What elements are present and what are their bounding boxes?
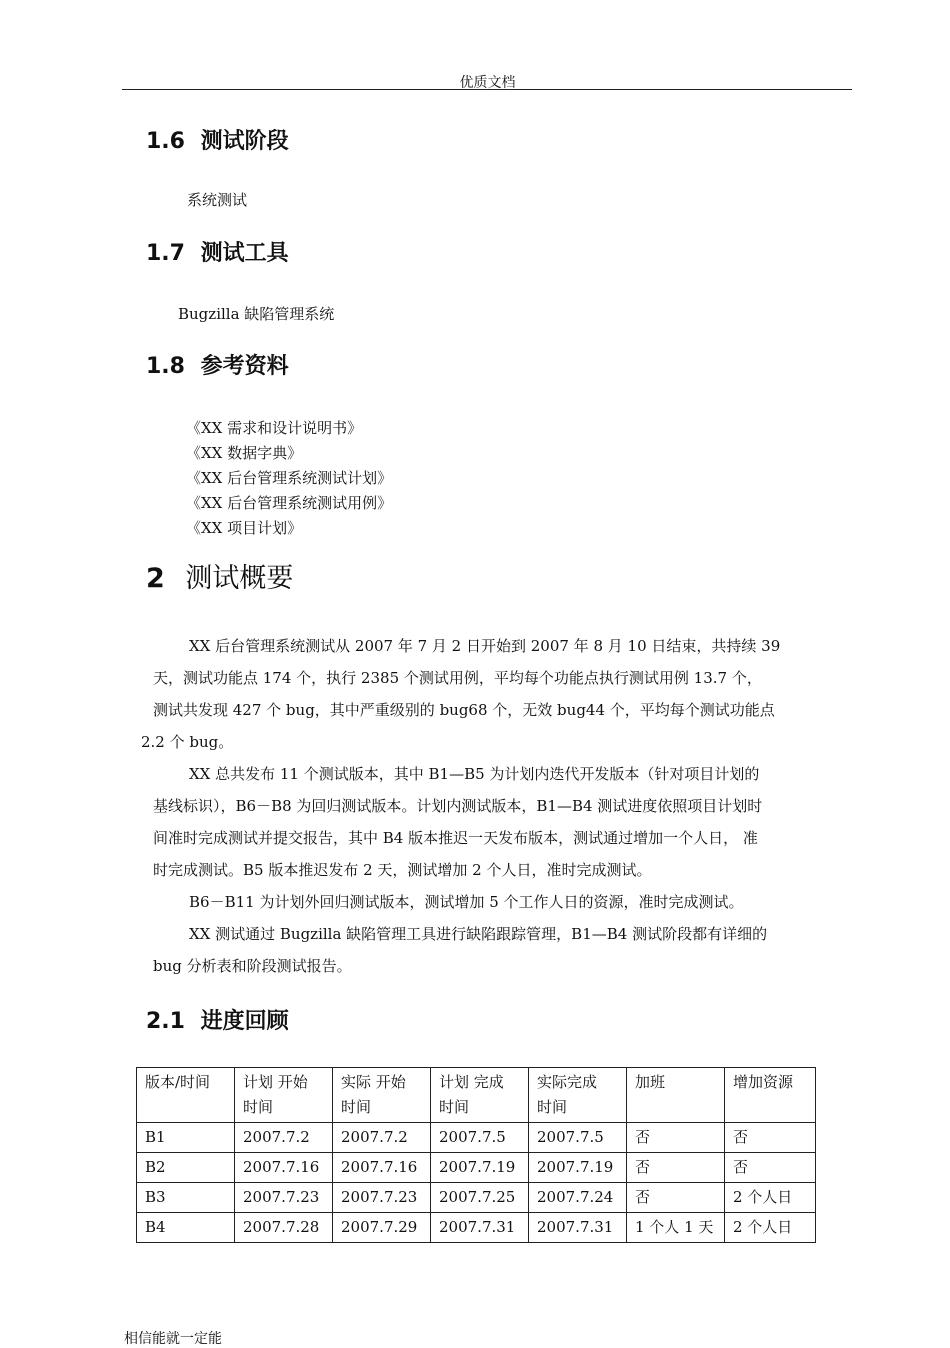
reference-item: 《XX 后台管理系统测试用例》 <box>186 494 393 512</box>
chapter-number: 2 <box>146 563 165 594</box>
paragraph-line: 时完成测试。B5 版本推迟发布 2 天，测试增加 2 个人日，准时完成测试。 <box>153 861 652 879</box>
table-cell: 否 <box>627 1153 725 1183</box>
table-header-row <box>137 1068 816 1123</box>
table-cell: 2007.7.23 <box>333 1183 431 1213</box>
header-line: 版本/时间 <box>145 1073 211 1091</box>
table-header-cell <box>235 1068 333 1123</box>
table-cell: 2007.7.16 <box>333 1153 431 1183</box>
header-line: 实际 开始 <box>341 1073 406 1091</box>
table-cell: 2007.7.31 <box>431 1213 529 1243</box>
header-line: 时间 <box>341 1098 372 1116</box>
table-cell: 否 <box>627 1183 725 1213</box>
page-header-text: 优质文档 <box>459 75 516 91</box>
header-line: 时间 <box>439 1098 470 1116</box>
table-cell: 2007.7.31 <box>529 1213 627 1243</box>
table-cell: 2007.7.16 <box>235 1153 333 1183</box>
table-cell: 2007.7.5 <box>529 1123 627 1153</box>
chapter-heading-2 <box>146 556 293 595</box>
table-header-cell <box>333 1068 431 1123</box>
table-cell: 2007.7.2 <box>235 1123 333 1153</box>
reference-item: 《XX 需求和设计说明书》 <box>186 419 363 437</box>
section-title: 测试阶段 <box>200 129 289 154</box>
table-cell: 2007.7.29 <box>333 1213 431 1243</box>
table-header-cell <box>725 1068 816 1123</box>
table-cell: B4 <box>137 1213 235 1243</box>
section-title: 进度回顾 <box>200 1009 289 1034</box>
table-cell: 2007.7.24 <box>529 1183 627 1213</box>
section-number: 1.6 <box>146 129 185 154</box>
paragraph-line: B6－B11 为计划外回归测试版本，测试增加 5 个工作人日的资源，准时完成测试。 <box>189 893 744 911</box>
table-cell: 2007.7.25 <box>431 1183 529 1213</box>
header-line: 计划 完成 <box>439 1073 504 1091</box>
header-divider <box>122 89 852 90</box>
table-cell: 1 个人 1 天 <box>627 1213 725 1243</box>
table-cell: B3 <box>137 1183 235 1213</box>
section-title: 参考资料 <box>200 354 289 379</box>
paragraph-line: XX 总共发布 11 个测试版本，其中 B1—B5 为计划内迭代开发版本（针对项目计划的 <box>189 765 760 783</box>
section-heading-2-1 <box>146 1004 289 1035</box>
section-number: 1.8 <box>146 354 185 379</box>
table-cell: 否 <box>725 1123 816 1153</box>
chapter-title: 测试概要 <box>185 563 294 594</box>
reference-item: 《XX 数据字典》 <box>186 444 303 462</box>
paragraph-line: 测试共发现 427 个 bug，其中严重级别的 bug68 个，无效 bug44 个，平均每个测试功能点 <box>153 701 775 719</box>
header-line: 加班 <box>635 1073 666 1091</box>
table-row <box>137 1183 816 1213</box>
paragraph-line: 2.2 个 bug。 <box>141 733 234 751</box>
table-cell: 2 个人日 <box>725 1213 816 1243</box>
section-number: 2.1 <box>146 1009 185 1034</box>
header-line: 计划 开始 <box>243 1073 308 1091</box>
paragraph-line: XX 测试通过 Bugzilla 缺陷管理工具进行缺陷跟踪管理，B1—B4 测试阶段都有详细的 <box>189 925 768 943</box>
progress-review-table <box>136 1067 816 1243</box>
table-cell: B2 <box>137 1153 235 1183</box>
table-header-cell <box>431 1068 529 1123</box>
section-body-1-6: 系统测试 <box>187 191 248 209</box>
paragraph-line: 天，测试功能点 174 个，执行 2385 个测试用例，平均每个功能点执行测试用例 13.7 个， <box>153 669 762 687</box>
paragraph-line: bug 分析表和阶段测试报告。 <box>153 957 352 975</box>
table-cell: 否 <box>627 1123 725 1153</box>
table-header-cell <box>627 1068 725 1123</box>
section-number: 1.7 <box>146 241 185 266</box>
section-title: 测试工具 <box>200 241 289 266</box>
table-header-cell <box>137 1068 235 1123</box>
reference-item: 《XX 后台管理系统测试计划》 <box>186 469 393 487</box>
reference-item: 《XX 项目计划》 <box>186 519 303 537</box>
table-cell: 2007.7.19 <box>529 1153 627 1183</box>
reference-list <box>186 416 392 541</box>
table-cell: 2 个人日 <box>725 1183 816 1213</box>
table-header-cell <box>529 1068 627 1123</box>
table-cell: 2007.7.5 <box>431 1123 529 1153</box>
table-cell: 2007.7.19 <box>431 1153 529 1183</box>
section-body-1-7: Bugzilla 缺陷管理系统 <box>178 305 335 323</box>
table-cell: 2007.7.2 <box>333 1123 431 1153</box>
section-heading-1-6 <box>146 124 289 155</box>
overview-paragraph-1 <box>141 630 833 982</box>
header-line: 增加资源 <box>733 1073 794 1091</box>
table-cell: 2007.7.23 <box>235 1183 333 1213</box>
table-cell: 2007.7.28 <box>235 1213 333 1243</box>
table-row <box>137 1153 816 1183</box>
page-footer-text: 相信能就一定能 <box>124 1331 222 1347</box>
section-heading-1-7 <box>146 236 289 267</box>
table-row <box>137 1123 816 1153</box>
table-row <box>137 1213 816 1243</box>
header-line: 时间 <box>537 1098 568 1116</box>
header-line: 实际完成 <box>537 1073 598 1091</box>
section-heading-1-8 <box>146 349 289 380</box>
table-cell: 否 <box>725 1153 816 1183</box>
paragraph-line: 基线标识），B6－B8 为回归测试版本。计划内测试版本，B1—B4 测试进度依照项目计划时 <box>153 797 763 815</box>
header-line: 时间 <box>243 1098 274 1116</box>
table-cell: B1 <box>137 1123 235 1153</box>
paragraph-line: XX 后台管理系统测试从 2007 年 7 月 2 日开始到 2007 年 8 月 10 日结束，共持续 39 <box>189 637 781 655</box>
paragraph-line: 间准时完成测试并提交报告，其中 B4 版本推迟一天发布版本，测试通过增加一个人日， 准 <box>153 829 758 847</box>
